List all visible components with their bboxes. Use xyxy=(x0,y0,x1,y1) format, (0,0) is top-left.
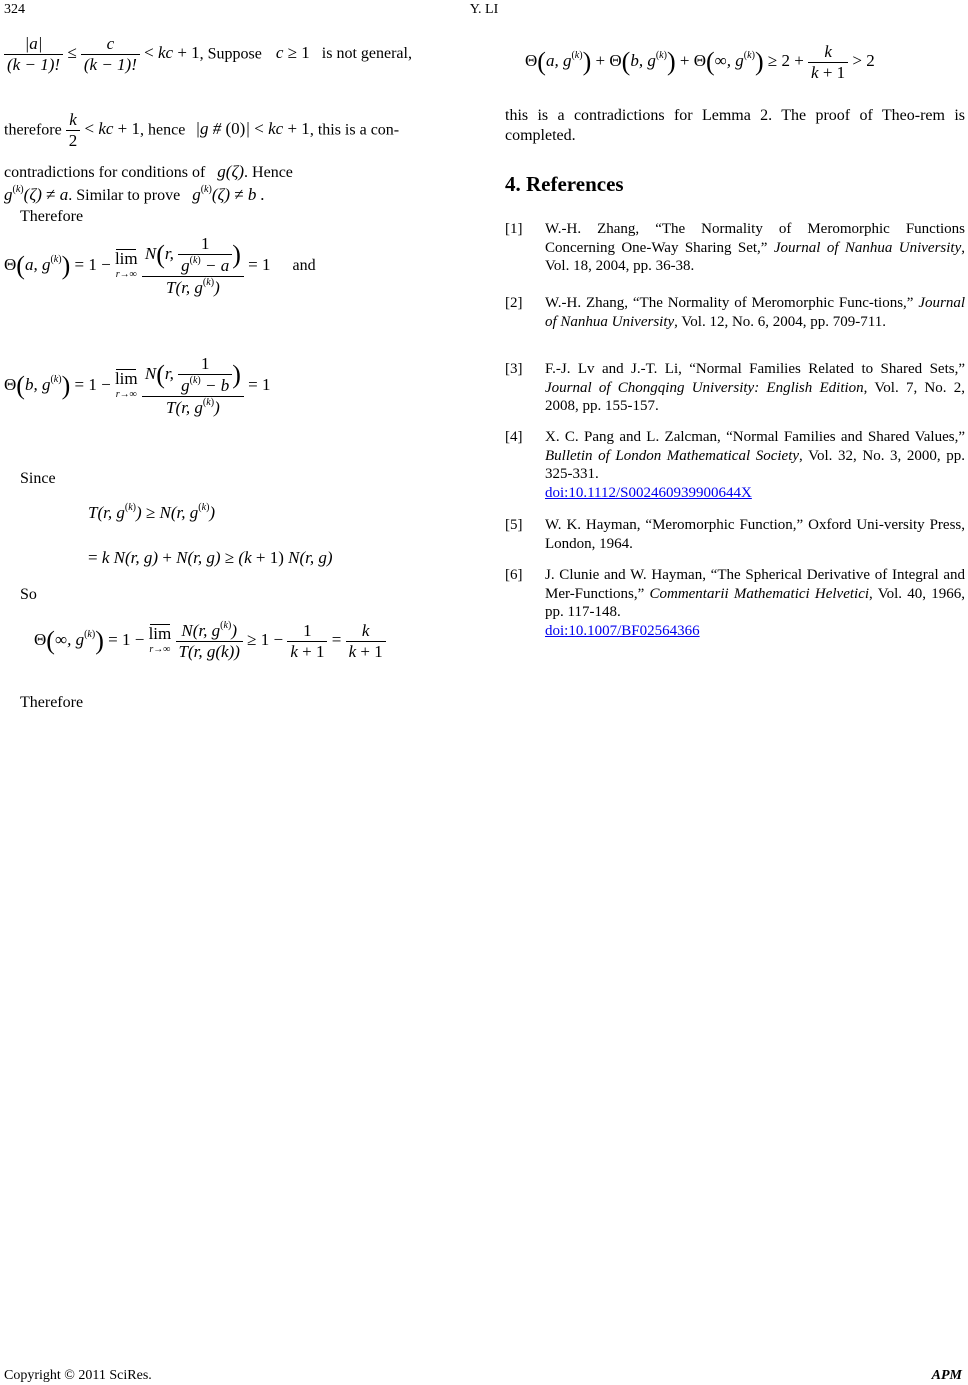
reference-tail: , Vol. 7, No. 2, 2008, pp. 155-157. xyxy=(545,379,965,414)
hence2-text: . Hence xyxy=(244,164,293,181)
hence-text: , hence xyxy=(140,121,186,139)
contradictions-line xyxy=(4,162,293,182)
reference-tail: , Vol. 32, No. 3, 2000, pp. 325-331. xyxy=(545,447,965,482)
page-number: 324 xyxy=(4,2,25,17)
reference-5 xyxy=(505,516,965,553)
equation-g-zeta: g(ζ) xyxy=(217,162,245,181)
reference-tail: , Vol. 18, 2004, pp. 36-38. xyxy=(545,239,965,274)
reference-1 xyxy=(505,220,965,276)
footer-journal: APM xyxy=(931,1368,962,1383)
equation-c: c ≥ 1 xyxy=(275,43,310,63)
reference-journal: Commentarii Mathematici Helvetici xyxy=(649,585,870,602)
reference-number: [2] xyxy=(505,295,523,311)
reference-text: F.-J. Lv and J.-T. Li, “Normal Families Related to Shared Sets,” xyxy=(545,361,965,377)
sum-inequality: Θ(a, $g^{(k)}) + \Theta(b$, $g^{(k)}) + \Theta(\infty$, $g^{(k)}) \ge 2$ + $\frac{k}{k + 1}$ > 2 xyxy=(525,42,875,82)
suppose-text: , Suppose xyxy=(199,45,262,63)
equation-2: $\frac{k}{2}$ < kc + 1 xyxy=(66,119,140,138)
reference-number: [5] xyxy=(505,517,523,533)
and-label: and xyxy=(292,256,316,274)
reference-text: J. Clunie and W. Hayman, “The Spherical Derivative of Integral and Mer-Functions,” xyxy=(545,567,965,602)
contradictions-text: contradictions for conditions of xyxy=(4,164,206,181)
equation-gk-a: $g^{(k)}(\zeta) \ne a$ xyxy=(4,184,69,204)
reference-doi-link[interactable]: doi:10.1112/S002460939900644X xyxy=(545,484,752,501)
running-head: Y. LI xyxy=(469,2,499,17)
reference-doi-link[interactable]: doi:10.1007/BF02564366 xyxy=(545,622,700,639)
since-label: Since xyxy=(20,470,56,487)
reference-journal: Journal of Nanhua University xyxy=(773,239,962,256)
reference-3 xyxy=(505,360,965,416)
reference-text: W.-H. Zhang, “The Normality of Meromorphic Functions Concerning One-Way Sharing Set,” xyxy=(545,221,965,256)
equation-gk-b: $g^{(k)}(\zeta) \ne b$ . xyxy=(192,184,265,204)
therefore-text: therefore xyxy=(4,121,62,139)
footer-copyright: Copyright © 2011 SciRes. xyxy=(4,1368,152,1383)
similar-text: . Similar to prove xyxy=(68,187,181,204)
similar-line xyxy=(4,184,265,205)
reference-journal: Journal of Chongqing University: English Edition xyxy=(545,379,864,396)
equation-1: $\frac{|a|}{(k - 1)!}$ ≤ $\frac{c}{(k - 1)!}$ < kc + 1 xyxy=(4,43,200,62)
contradiction-paragraph: this is a contradictions for Lemma 2. The proof of Theo-rem is completed. xyxy=(505,107,965,144)
not-general-text: is not general, xyxy=(321,45,412,63)
reference-number: [3] xyxy=(505,361,523,377)
reference-text: X. C. Pang and L. Zalcman, “Normal Families and Shared Values,” xyxy=(545,429,965,445)
theta-a-equation: Θ(a, $g^{(k)}) = 1$ − lim r→∞ N(r, $\frac{1}{g^{(k)} - a}$ ) T(r, $g^{(k)}$) = 1 and xyxy=(4,234,316,297)
reference-number: [1] xyxy=(505,221,523,237)
reference-tail: , Vol. 40, 1966, pp. 117-148. xyxy=(545,585,965,620)
reference-4 xyxy=(505,428,965,502)
reference-6 xyxy=(505,566,965,640)
theta-infinity-equation: Θ(∞, $g^{(k)}) = 1$ − lim r→∞ $\frac{N(r, g^{(k)})}{T(r, g(k))}$ ≥ 1 − $\frac{1}{k + 1}$ = $\frac{k}{k + 1}$ xyxy=(34,620,386,662)
inequality-line-1 xyxy=(4,34,412,75)
con-text: , this is a con- xyxy=(309,121,400,139)
therefore2-label: Therefore xyxy=(20,694,84,711)
since-equation-2: = k N(r, g) + N(r, g) ≥ (k + 1) N(r, g) xyxy=(88,548,333,567)
reference-number: [4] xyxy=(505,429,523,445)
theta-b-equation: Θ(b, $g^{(k)}) = 1$ − lim r→∞ N(r, $\frac{1}{g^{(k)} - b}$ ) T(r, $g^{(k)}$) = 1 xyxy=(4,354,271,417)
references-heading: 4. References xyxy=(505,172,624,196)
therefore-label: Therefore xyxy=(20,208,84,225)
since-equation-1: T(r, $g^{(k)}) \ge N(r$, $g^{(k)}$) xyxy=(88,502,216,522)
reference-tail: , Vol. 12, No. 6, 2004, pp. 709-711. xyxy=(674,313,886,330)
reference-2 xyxy=(505,294,965,331)
reference-text: W.-H. Zhang, “The Normality of Meromorphic Func-tions,” xyxy=(545,295,919,311)
so-label: So xyxy=(20,586,37,603)
therefore-line xyxy=(4,110,399,151)
reference-text: W. K. Hayman, “Meromorphic Function,” Oxford Uni-versity Press, London, 1964. xyxy=(545,517,965,552)
reference-journal: Journal of Nanhua University xyxy=(545,295,965,330)
reference-journal: Bulletin of London Mathematical Society xyxy=(545,447,800,464)
equation-3: |g # (0)| < kc + 1 xyxy=(195,119,310,139)
reference-number: [6] xyxy=(505,567,523,583)
